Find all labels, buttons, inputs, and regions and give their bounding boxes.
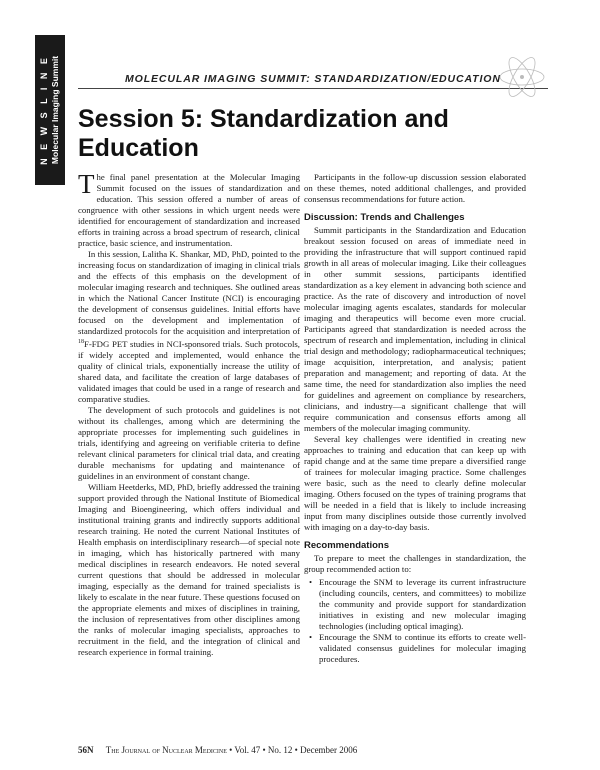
- isotope-superscript: 18: [78, 339, 84, 345]
- discussion-paragraph-1: Summit participants in the Standardization and Education breakout session focused on areas of immediate need in providing the infrastructure that will support continued rapid growth in all areas of molecular imaging. Like their colleagues in other summit sessions, participants identified standardization as a key element in advancing both science and practice. As the rate of discovery and introduction of novel molecular imaging agents escalates, standards for molecular imaging and therapeutics will become even more crucial. Participants agreed that standardization is needed across the spectrum of research and implementation, including in clinical trial design and methodology; radiopharmaceutical techniques; image acquisition, interpretation, and analysis; patient preparation and management; and reporting of data. At the same time, the need for standardization also implies the need for guidelines and agreement on compliance by researchers, clinicians, and industry—a significant challenge that will require communication and consensus efforts among all members of the molecular imaging community.: [304, 225, 526, 433]
- list-item: • Encourage the SNM to continue its efforts to create well-validated consensus guidelines for molecular imaging procedures.: [314, 632, 526, 665]
- recommendations-list: [304, 577, 526, 665]
- article-title: Session 5: Standardization and Education: [78, 105, 449, 162]
- sidetab-text: [39, 55, 61, 165]
- sidetab-section: Molecular Imaging Summit: [50, 55, 60, 165]
- shankar-paragraph: In this session, Lalitha K. Shankar, MD, PhD, pointed to the increasing focus on standardization of imaging in clinical trials and the effects of this emphasis on the development of molecular imaging research and techniques. She outlined areas in which the National Cancer Institute (NCI) is encouraging the development of consensus guidelines. Initial efforts have focused on the development and implementation of standardized protocols for the acquisition and interpretation of $^{18}$F-FDG PET studies in NCI-sponsored trials. Such protocols, if widely accepted and implemented, would enhance the quality of clinical trials, exponentially increase the utility of shared data, and facilitate the creation of large databases of validated images that could be used in a range of research and comparative studies.: [78, 249, 300, 404]
- section-heading-recommendations: Recommendations: [304, 540, 389, 551]
- journal-name: The Journal of Nuclear Medicine: [105, 745, 227, 755]
- atom-icon: [495, 50, 550, 105]
- right-column: [304, 172, 526, 665]
- drop-cap: T: [78, 169, 95, 199]
- newsline-sidetab: [35, 35, 65, 185]
- issue-number: No. 12: [267, 745, 293, 755]
- volume: Vol. 47: [234, 745, 261, 755]
- sidetab-newsline: N E W S L I N E: [39, 55, 49, 165]
- heetderks-paragraph: William Heetderks, MD, PhD, briefly addressed the training support provided through the National Institute of Biomedical Imaging and Bioengineering, which offers individual and institutional training grants and indirectly supports additional research training. He noted the current National Institutes of Health emphasis on interdisciplinary research—of special note in imaging, which has historically partnered with many medical disciplines in research endeavors. He noted several current questions that should be addressed in molecular imaging, especially as the demand for trained specialists is likely to escalate in the near future. These questions focused on the appropriate elements and mixes of disciplines in training, the inclusion of representatives from other disciplines among the ranks of molecular imaging specialists, approaches to recruitment in the field, and the integration of clinical and research experience in formal training.: [78, 481, 300, 657]
- list-item: • Encourage the SNM to leverage its current infrastructure (including councils, centers, and committees) to mobilize the community and provide support for standardization initiatives in existing and new molecular imaging technologies (including optical imaging).: [314, 577, 526, 632]
- followup-paragraph: Participants in the follow-up discussion session elaborated on these themes, noted additional challenges, and provided consensus recommendations for future action.: [304, 172, 526, 204]
- running-head: MOLECULAR IMAGING SUMMIT: STANDARDIZATION/EDUCATION: [125, 73, 501, 85]
- challenges-paragraph: The development of such protocols and guidelines is not without its challenges, among which are determining the appropriate processes for implementing such guidelines in trials, identifying and agreeing on verifiable criteria to define relevant clinical parameters for clinical trial data, and creating durable mechanisms for updating and maintenance of guidelines in an environment of constant change.: [78, 404, 300, 481]
- page-number: 56N: [78, 745, 94, 755]
- issue-date: December 2006: [300, 745, 358, 755]
- recommendations-intro: To prepare to meet the challenges in standardization, the group recommended action to:: [304, 553, 526, 574]
- left-column: [78, 169, 300, 658]
- section-heading-discussion: Discussion: Trends and Challenges: [304, 212, 465, 223]
- intro-paragraph: The final panel presentation at the Molecular Imaging Summit focused on the issues of standardization and education. This session offered a number of areas of congruence with other sessions in which urgent needs were identified for encouragement of standardization and increased efforts in training across a broad spectrum of research, clinical practice, basic science, and instrumentation.: [78, 169, 300, 248]
- page-footer: 56N The Journal of Nuclear Medicine • Vol. 47 • No. 12 • December 2006: [78, 745, 358, 755]
- header-rule: [78, 88, 548, 89]
- discussion-paragraph-2: Several key challenges were identified in creating new approaches to training and education that can keep up with rapid change and at the same time prepare a diversified range of trainees for molecular imaging practice. Some challenges were basic, such as the need to clearly define molecular imaging. Others focused on the types of training programs that will be needed in a field that is likely to include increasing input from many disciplines outside those currently involved with imaging on a day-to-day basis.: [304, 434, 526, 532]
